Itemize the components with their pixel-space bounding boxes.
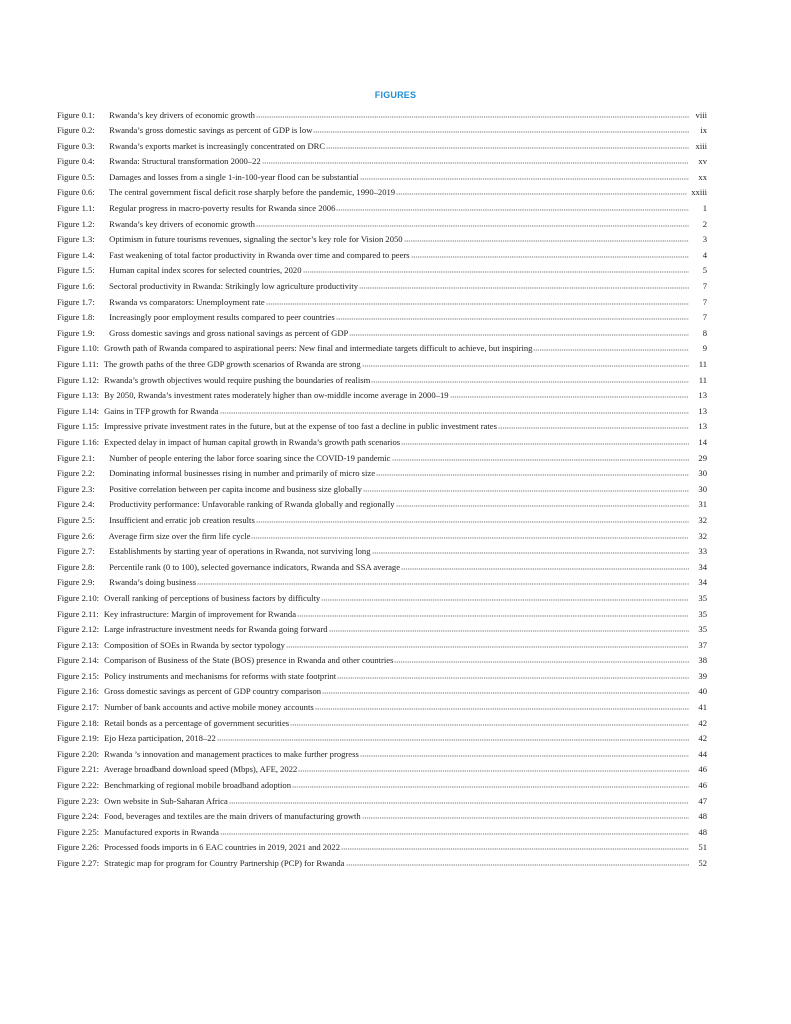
figure-title: The central government fiscal deficit rose sharply before the pandemic, 1990–2019: [107, 187, 396, 198]
dot-leader: [217, 732, 689, 741]
figure-number: Figure 2.20:: [57, 748, 100, 759]
page-number: 7: [702, 281, 707, 292]
figure-number: Figure 2.2:: [57, 468, 95, 479]
figure-number: Figure 1.1:: [57, 203, 95, 214]
toc-entry[interactable]: [57, 638, 707, 654]
figure-title: Comparison of Business of the State (BOS) presence in Rwanda and other countries: [102, 655, 394, 666]
figure-title: Rwanda ’s innovation and management practices to make further progress: [102, 748, 359, 759]
dot-leader: [220, 826, 689, 835]
figure-title: Regular progress in macro-poverty results for Rwanda since 2006: [107, 203, 336, 214]
dot-leader: [256, 514, 689, 523]
figure-number: Figure 0.6:: [57, 187, 95, 198]
page-number: 37: [698, 639, 707, 650]
page-number: xiii: [695, 140, 707, 151]
figure-title: Sectoral productivity in Rwanda: Strikingly low agriculture productivity: [107, 281, 359, 292]
figure-number: Figure 2.27:: [57, 858, 100, 868]
dot-leader: [392, 452, 690, 461]
page-number: 47: [698, 795, 707, 806]
dot-leader: [262, 155, 689, 164]
toc-entry[interactable]: [57, 185, 707, 201]
toc-entry[interactable]: [57, 419, 707, 435]
figure-title: Retail bonds as a percentage of government securities: [102, 717, 290, 728]
toc-entry[interactable]: [57, 451, 707, 467]
figure-number: Figure 2.15:: [57, 670, 100, 681]
figure-title: Increasingly poor employment results compared to peer countries: [107, 312, 335, 323]
dot-leader: [256, 109, 689, 118]
page-number: 13: [698, 421, 707, 432]
page-number: 34: [698, 561, 707, 572]
dot-leader: [362, 810, 689, 819]
toc-entry[interactable]: [57, 310, 707, 326]
toc-entry[interactable]: [57, 326, 707, 342]
figure-title: Expected delay in impact of human capital growth in Rwanda’s growth path scenarios: [102, 436, 401, 447]
figure-title: Rwanda vs comparators: Unemployment rate: [107, 296, 265, 307]
dot-leader: [321, 592, 689, 601]
figure-title: Optimism in future tourisms revenues, signaling the sector’s key role for Vision 2050: [107, 234, 403, 245]
toc-entry[interactable]: [57, 513, 707, 529]
figure-number: Figure 1.15:: [57, 421, 100, 432]
page-number: 39: [698, 670, 707, 681]
dot-leader: [341, 841, 689, 850]
page-number: 46: [698, 780, 707, 791]
dot-leader: [197, 576, 689, 585]
figure-number: Figure 2.14:: [57, 655, 100, 666]
figure-number: Figure 1.11:: [57, 359, 99, 369]
dot-leader: [396, 498, 689, 507]
toc-entry[interactable]: [57, 404, 707, 420]
page-number: 14: [698, 436, 707, 447]
toc-entry[interactable]: [57, 840, 707, 856]
figure-title: Benchmarking of regional mobile broadband adoption: [102, 780, 292, 791]
page-number: ix: [700, 125, 707, 136]
figure-title: Average broadband download speed (Mbps), AFE, 2022: [102, 764, 298, 775]
page-number: 33: [698, 546, 707, 557]
figure-title: Dominating informal businesses rising in number and primarily of micro size: [107, 468, 376, 479]
figure-number: Figure 1.3:: [57, 234, 95, 245]
page-number: viii: [695, 109, 707, 120]
dot-leader: [251, 530, 689, 539]
dot-leader: [298, 763, 689, 772]
figure-title: Own website in Sub-Saharan Africa: [102, 795, 228, 806]
figure-title: Ejo Heza participation, 2018–22: [102, 733, 216, 744]
dot-leader: [303, 264, 690, 273]
toc-entry[interactable]: [57, 669, 707, 685]
dot-leader: [297, 608, 689, 617]
figure-number: Figure 2.21:: [57, 764, 100, 775]
page-number: 48: [698, 826, 707, 837]
figure-title: By 2050, Rwanda’s investment rates moderately higher than ow-middle income average in 2000–19: [102, 390, 449, 401]
page-number: 5: [702, 265, 707, 276]
dot-leader: [401, 561, 689, 570]
figure-title: Manufactured exports in Rwanda: [102, 826, 219, 837]
figure-number: Figure 2.24:: [57, 811, 100, 822]
page-number: 48: [698, 811, 707, 822]
dot-leader: [286, 639, 689, 648]
page-number: 2: [702, 218, 707, 229]
figure-number: Figure 0.2:: [57, 125, 95, 136]
dot-leader: [336, 202, 689, 211]
dot-leader: [372, 545, 689, 554]
page-number: 32: [698, 514, 707, 525]
dot-leader: [401, 436, 689, 445]
page-number: xv: [698, 156, 707, 167]
figure-title: Percentile rank (0 to 100), selected governance indicators, Rwanda and SSA average: [107, 561, 401, 572]
figure-number: Figure 2.19:: [57, 733, 100, 744]
figure-number: Figure 2.6:: [57, 530, 95, 541]
dot-leader: [394, 654, 689, 663]
figure-number: Figure 0.1:: [57, 109, 95, 120]
figure-number: Figure 2.11:: [57, 608, 99, 619]
figure-title: The growth paths of the three GDP growth scenarios of Rwanda are strong: [101, 359, 361, 369]
page-number: 31: [698, 499, 707, 510]
page-number: 52: [698, 858, 707, 868]
figure-title: Policy instruments and mechanisms for reforms with state footprint: [102, 670, 337, 681]
figure-title: Composition of SOEs in Rwanda by sector typology: [102, 639, 285, 650]
page-number: 7: [702, 312, 707, 323]
toc-entry[interactable]: [57, 154, 707, 170]
figure-number: Figure 1.12:: [57, 374, 100, 385]
toc-entry[interactable]: [57, 201, 707, 217]
page-number: 9: [702, 343, 707, 354]
figure-title: Productivity performance: Unfavorable ranking of Rwanda globally and regionally: [107, 499, 395, 510]
toc-entry[interactable]: [57, 778, 707, 794]
figure-title: Number of people entering the labor force soaring since the COVID-19 pandemic: [107, 452, 391, 463]
page-number: 30: [698, 483, 707, 494]
toc-entry[interactable]: [57, 388, 707, 404]
dot-leader: [292, 779, 689, 788]
dot-leader: [533, 342, 689, 351]
figure-number: Figure 1.13:: [57, 390, 100, 401]
dot-leader: [290, 717, 689, 726]
toc-entry[interactable]: [57, 544, 707, 560]
figure-number: Figure 2.12:: [57, 624, 100, 635]
figure-title: Gross domestic savings and gross national savings as percent of GDP: [107, 327, 349, 338]
dot-leader: [404, 233, 689, 242]
toc-entry[interactable]: [57, 684, 707, 700]
figure-title: Positive correlation between per capita income and business size globally: [107, 483, 362, 494]
figure-title: Rwanda’s key drivers of economic growth: [107, 109, 255, 120]
dot-leader: [362, 358, 689, 367]
figure-title: Gross domestic savings as percent of GDP country comparison: [102, 686, 322, 697]
toc-entry[interactable]: [57, 607, 707, 623]
dot-leader: [322, 685, 689, 694]
toc-entry[interactable]: [57, 809, 707, 825]
page-number: 34: [698, 577, 707, 588]
toc-entry[interactable]: [57, 170, 707, 186]
figure-title: Food, beverages and textiles are the main drivers of manufacturing growth: [102, 811, 361, 822]
page-number: 13: [698, 390, 707, 401]
figure-title: Human capital index scores for selected countries, 2020: [107, 265, 302, 276]
page-number: 1: [702, 203, 707, 214]
page-number: 40: [698, 686, 707, 697]
figure-title: Processed foods imports in 6 EAC countries in 2019, 2021 and 2022: [102, 842, 340, 853]
toc-entry[interactable]: [57, 373, 707, 389]
figure-title: Insufficient and erratic job creation results: [107, 514, 255, 525]
page-number: 8: [702, 327, 707, 338]
figure-number: Figure 2.18:: [57, 717, 100, 728]
dot-leader: [220, 405, 689, 414]
page-number: 51: [698, 842, 707, 853]
dot-leader: [450, 389, 689, 398]
toc-entry[interactable]: [57, 700, 707, 716]
page-number: 38: [698, 655, 707, 666]
figure-title: Average firm size over the firm life cycle: [107, 530, 251, 541]
figure-title: Gains in TFP growth for Rwanda: [102, 405, 219, 416]
figure-number: Figure 2.10:: [57, 592, 100, 603]
dot-leader: [396, 186, 687, 195]
page-number: 41: [698, 702, 707, 713]
page-number: 42: [698, 717, 707, 728]
page-number: 4: [702, 249, 707, 260]
figure-title: Fast weakening of total factor productivity in Rwanda over time and compared to peers: [107, 249, 410, 260]
figure-title: Growth path of Rwanda compared to aspirational peers: New final and intermediate targets difficult to achieve, but inspiring: [102, 343, 533, 354]
figure-number: Figure 2.1:: [57, 452, 95, 463]
toc-entry[interactable]: [57, 248, 707, 264]
toc-entry[interactable]: [57, 497, 707, 513]
figure-number: Figure 2.25:: [57, 826, 100, 837]
toc-entry[interactable]: [57, 529, 707, 545]
page-number: 7: [702, 296, 707, 307]
page-number: 46: [698, 764, 707, 775]
toc-entry[interactable]: [57, 217, 707, 233]
figure-title: Rwanda’s exports market is increasingly concentrated on DRC: [107, 140, 326, 151]
figures-heading: FIGURES: [374, 90, 417, 100]
figure-number: Figure 2.3:: [57, 483, 95, 494]
toc-entry[interactable]: [57, 466, 707, 482]
page-number: 3: [702, 234, 707, 245]
figure-number: Figure 2.23:: [57, 795, 100, 806]
toc-entry[interactable]: [57, 762, 707, 778]
toc-entry[interactable]: [57, 622, 707, 638]
toc-entry[interactable]: [57, 341, 707, 357]
toc-entry[interactable]: [57, 232, 707, 248]
page-number: 35: [698, 624, 707, 635]
dot-leader: [371, 374, 689, 383]
figure-number: Figure 1.9:: [57, 327, 95, 338]
figure-title: Strategic map for program for Country Partnership (PCP) for Rwanda: [102, 858, 345, 868]
page-number: 30: [698, 468, 707, 479]
figure-number: Figure 2.7:: [57, 546, 95, 557]
figure-title: Key infrastructure: Margin of improvement for Rwanda: [101, 608, 297, 619]
figure-title: Impressive private investment rates in the future, but at the expense of too fast a decline in public investment rates: [102, 421, 497, 432]
figure-title: Number of bank accounts and active mobile money accounts: [102, 702, 314, 713]
figure-number: Figure 2.22:: [57, 780, 100, 791]
page-number: 35: [698, 608, 707, 619]
dot-leader: [256, 218, 689, 227]
dot-leader: [363, 483, 689, 492]
dot-leader: [360, 748, 689, 757]
figure-number: Figure 1.5:: [57, 265, 95, 276]
figure-number: Figure 1.14:: [57, 405, 100, 416]
figure-title: Rwanda’s growth objectives would require pushing the boundaries of realism: [102, 374, 371, 385]
page-number: 35: [698, 592, 707, 603]
toc-entry[interactable]: [57, 279, 707, 295]
figure-number: Figure 0.4:: [57, 156, 95, 167]
dot-leader: [359, 280, 689, 289]
figure-title: Rwanda: Structural transformation 2000–22: [107, 156, 261, 167]
page-number: 11: [698, 374, 707, 385]
dot-leader: [337, 670, 689, 679]
toc-entry[interactable]: [57, 747, 707, 763]
figure-number: Figure 2.9:: [57, 577, 95, 588]
toc-entry[interactable]: [57, 575, 707, 591]
figure-number: Figure 1.8:: [57, 312, 95, 323]
figure-title: Large infrastructure investment needs for Rwanda going forward: [102, 624, 328, 635]
page-number: 42: [698, 733, 707, 744]
toc-entry[interactable]: [57, 108, 707, 124]
figure-number: Figure 1.2:: [57, 218, 95, 229]
dot-leader: [498, 420, 689, 429]
dot-leader: [376, 467, 689, 476]
figure-title: Rwanda’s key drivers of economic growth: [107, 218, 255, 229]
toc-entry[interactable]: [57, 591, 707, 607]
figure-number: Figure 2.17:: [57, 702, 100, 713]
figure-title: Establishments by starting year of operations in Rwanda, not surviving long: [107, 546, 371, 557]
dot-leader: [346, 857, 690, 866]
dot-leader: [326, 140, 689, 149]
figure-title: Overall ranking of perceptions of business factors by difficulty: [102, 592, 321, 603]
figure-number: Figure 2.5:: [57, 514, 95, 525]
dot-leader: [313, 124, 689, 133]
toc-entry[interactable]: [57, 123, 707, 139]
page-number: 29: [698, 452, 707, 463]
toc-entry[interactable]: [57, 825, 707, 841]
toc-entry[interactable]: [57, 139, 707, 155]
page-number: 44: [698, 748, 707, 759]
figure-number: Figure 2.26:: [57, 842, 100, 853]
toc-entry[interactable]: [57, 357, 707, 373]
dot-leader: [229, 795, 689, 804]
figure-title: Damages and losses from a single 1-in-100-year flood can be substantial: [107, 171, 359, 182]
dot-leader: [336, 311, 689, 320]
figure-number: Figure 1.10:: [57, 343, 100, 354]
dot-leader: [329, 623, 689, 632]
figure-number: Figure 2.16:: [57, 686, 100, 697]
figures-list: [57, 108, 707, 872]
figure-number: Figure 2.13:: [57, 639, 100, 650]
figure-title: Rwanda’s gross domestic savings as percent of GDP is low: [107, 125, 313, 136]
toc-entry[interactable]: [57, 560, 707, 576]
toc-entry[interactable]: [57, 653, 707, 669]
toc-entry[interactable]: [57, 435, 707, 451]
toc-entry[interactable]: [57, 295, 707, 311]
figure-number: Figure 0.3:: [57, 140, 95, 151]
dot-leader: [360, 171, 689, 180]
figure-number: Figure 1.7:: [57, 296, 95, 307]
dot-leader: [266, 296, 689, 305]
toc-entry[interactable]: [57, 482, 707, 498]
toc-entry[interactable]: [57, 716, 707, 732]
page-number: 11: [698, 359, 707, 369]
figure-title: Rwanda’s doing business: [107, 577, 197, 588]
toc-entry[interactable]: [57, 263, 707, 279]
page-number: xx: [698, 171, 707, 182]
figure-number: Figure 2.8:: [57, 561, 95, 572]
figure-number: Figure 1.4:: [57, 249, 95, 260]
figure-number: Figure 0.5:: [57, 171, 95, 182]
figure-number: Figure 1.6:: [57, 281, 95, 292]
dot-leader: [349, 327, 689, 336]
page-number: xxiii: [691, 187, 707, 198]
dot-leader: [315, 701, 689, 710]
page-number: 32: [698, 530, 707, 541]
figure-number: Figure 2.4:: [57, 499, 95, 510]
toc-entry[interactable]: [57, 794, 707, 810]
toc-entry[interactable]: [57, 856, 707, 872]
page-number: 13: [698, 405, 707, 416]
figure-number: Figure 1.16:: [57, 436, 100, 447]
dot-leader: [411, 249, 689, 258]
toc-entry[interactable]: [57, 731, 707, 747]
